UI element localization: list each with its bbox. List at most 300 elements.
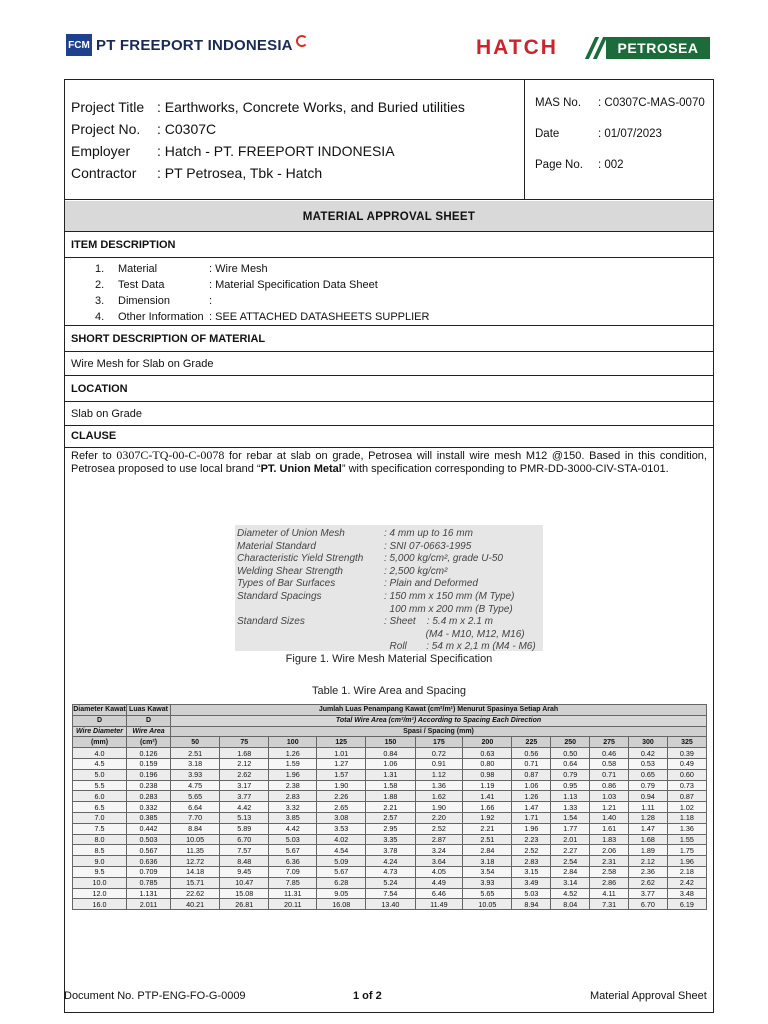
table-row: [73, 802, 707, 813]
spec-value: : Plain and Deformed: [384, 578, 478, 590]
table-cell: 1.47: [512, 802, 551, 813]
table-cell: 1.59: [269, 758, 317, 769]
clause-text: [71, 449, 707, 476]
table-cell: 4.42: [269, 823, 317, 834]
date-label: Date: [535, 128, 560, 140]
spacing-header: 75: [220, 737, 269, 748]
item-description-list: [65, 258, 713, 326]
spec-row: [237, 553, 543, 566]
table-cell: 2.62: [629, 877, 668, 888]
footer-doc-no: Document No. PTP-ENG-FO-G-0009: [64, 990, 246, 1002]
table-row: [73, 845, 707, 856]
table-cell: 0.84: [366, 748, 415, 759]
spec-row: [237, 604, 543, 617]
table-cell: 5.65: [171, 791, 220, 802]
table-cell: 0.442: [127, 823, 171, 834]
table-cell: 3.49: [512, 877, 551, 888]
table-cell: 4.0: [73, 748, 127, 759]
page-no-label: Page No.: [535, 159, 583, 171]
table-cell: 1.31: [366, 769, 415, 780]
table-row: [73, 812, 707, 823]
spec-row: [237, 528, 543, 541]
table-cell: 1.36: [415, 780, 463, 791]
table-cell: 0.159: [127, 758, 171, 769]
table-cell: 16.08: [317, 899, 366, 910]
table-cell: 10.47: [220, 877, 269, 888]
table-cell: 1.18: [667, 812, 706, 823]
table-cell: 7.31: [590, 899, 629, 910]
project-no-label: Project No.: [71, 121, 141, 137]
mas-no-row: [535, 94, 713, 125]
employer-row: [71, 140, 521, 162]
table-cell: 1.47: [629, 823, 668, 834]
table-cell: 2.54: [551, 856, 590, 867]
table-cell: 11.31: [269, 888, 317, 899]
table-caption: Table 1. Wire Area and Spacing: [311, 685, 467, 697]
table-cell: 1.41: [463, 791, 512, 802]
table-cell: 2.18: [667, 866, 706, 877]
document-meta: [535, 94, 713, 187]
table-cell: 1.01: [317, 748, 366, 759]
spec-value: : 150 mm x 150 mm (M Type): [384, 590, 515, 602]
table-cell: 2.84: [463, 845, 512, 856]
table-cell: 1.40: [590, 812, 629, 823]
wire-area-table: [72, 704, 707, 910]
item-value: :: [209, 295, 213, 307]
figure-caption: Figure 1. Wire Mesh Material Specification: [285, 653, 493, 665]
table-cell: 2.12: [220, 758, 269, 769]
table-cell: 6.64: [171, 802, 220, 813]
table-cell: 1.36: [667, 823, 706, 834]
spec-key: Types of Bar Surfaces: [237, 578, 336, 590]
item-label: Test Data: [118, 279, 165, 291]
table-row: [73, 866, 707, 877]
table-cell: 0.709: [127, 866, 171, 877]
spec-value: : SNI 07-0663-1995: [384, 540, 472, 552]
table-cell: 9.05: [317, 888, 366, 899]
table-cell: 0.71: [590, 769, 629, 780]
table-cell: 2.65: [317, 802, 366, 813]
spacing-header: 325: [667, 737, 706, 748]
table-cell: 5.67: [317, 866, 366, 877]
table-cell: 4.24: [366, 856, 415, 867]
spec-value: : 2,500 kg/cm²: [384, 565, 448, 577]
table-cell: 0.49: [667, 758, 706, 769]
table-cell: 4.73: [366, 866, 415, 877]
table-cell: 22.62: [171, 888, 220, 899]
spacing-header: 100: [269, 737, 317, 748]
table-cell: 0.87: [667, 791, 706, 802]
item-number: 2.: [95, 279, 105, 291]
date-row: [535, 125, 713, 156]
table-cell: 2.62: [220, 769, 269, 780]
table-cell: 6.46: [415, 888, 463, 899]
table-cell: 4.02: [317, 834, 366, 845]
col-header-mm: (mm): [73, 737, 127, 748]
spacing-header: 200: [463, 737, 512, 748]
spec-row: [237, 541, 543, 554]
location-heading: LOCATION: [65, 376, 713, 402]
col-header-wire-area: Wire Area: [127, 726, 171, 737]
project-no-row: [71, 118, 521, 140]
table-cell: 15.08: [220, 888, 269, 899]
table-row: [73, 877, 707, 888]
table-cell: 1.83: [590, 834, 629, 845]
table-cell: 2.86: [590, 877, 629, 888]
table-cell: 20.11: [269, 899, 317, 910]
spec-value: : Sheet : 5.4 m x 2.1 m: [384, 616, 493, 628]
table-cell: 0.42: [629, 748, 668, 759]
list-item: [95, 261, 713, 277]
table-cell: 1.131: [127, 888, 171, 899]
table-cell: 2.83: [269, 791, 317, 802]
table-row: [73, 780, 707, 791]
table-cell: 2.52: [415, 823, 463, 834]
table-cell: 2.011: [127, 899, 171, 910]
table-cell: 0.385: [127, 812, 171, 823]
table-cell: 15.71: [171, 877, 220, 888]
col-header-total-en: Total Wire Area (cm²/m¹) According to Spacing Each Direction: [171, 715, 707, 726]
col-header-wire-diameter: Wire Diameter: [73, 726, 127, 737]
table-cell: 1.12: [415, 769, 463, 780]
table-cell: 2.58: [590, 866, 629, 877]
spec-key: Diameter of Union Mesh: [237, 528, 345, 539]
table-cell: 1.26: [512, 791, 551, 802]
table-cell: 11.49: [415, 899, 463, 910]
col-header-spacing: Spasi / Spacing (mm): [171, 726, 707, 737]
table-cell: 4.42: [220, 802, 269, 813]
table-cell: 0.71: [512, 758, 551, 769]
table-cell: 0.785: [127, 877, 171, 888]
mas-no-label: MAS No.: [535, 97, 582, 109]
table-cell: 1.61: [590, 823, 629, 834]
table-cell: 5.24: [366, 877, 415, 888]
spec-key: Welding Shear Strength: [237, 565, 343, 577]
table-cell: 0.73: [667, 780, 706, 791]
table-cell: 2.83: [512, 856, 551, 867]
col-header-d: D: [73, 715, 127, 726]
clause-heading: CLAUSE: [65, 425, 713, 448]
table-cell: 0.50: [551, 748, 590, 759]
table-cell: 3.53: [317, 823, 366, 834]
table-cell: 6.19: [667, 899, 706, 910]
spacing-header: 175: [415, 737, 463, 748]
list-item: [95, 277, 713, 293]
item-label: Dimension: [118, 295, 170, 307]
spec-key: [237, 629, 384, 642]
spacing-header: 125: [317, 737, 366, 748]
spec-key: Characteristic Yield Strength: [237, 553, 364, 565]
table-cell: 3.48: [667, 888, 706, 899]
project-no-value: : C0307C: [157, 121, 217, 137]
table-cell: 1.68: [629, 834, 668, 845]
table-cell: 0.39: [667, 748, 706, 759]
table-cell: 0.65: [629, 769, 668, 780]
table-row: [73, 823, 707, 834]
table-cell: 5.65: [463, 888, 512, 899]
table-cell: 7.54: [366, 888, 415, 899]
table-cell: 1.11: [629, 802, 668, 813]
table-cell: 0.567: [127, 845, 171, 856]
table-cell: 1.96: [512, 823, 551, 834]
spec-row: [237, 591, 543, 604]
table-row: [73, 769, 707, 780]
table-cell: 5.0: [73, 769, 127, 780]
table-cell: 9.0: [73, 856, 127, 867]
table-cell: 7.5: [73, 823, 127, 834]
table-cell: 1.03: [590, 791, 629, 802]
project-title-row: [71, 96, 521, 118]
spacing-header: 50: [171, 737, 220, 748]
table-cell: 8.0: [73, 834, 127, 845]
freeport-mark: FCM: [66, 34, 92, 56]
item-label: Material: [118, 263, 158, 275]
table-cell: 6.5: [73, 802, 127, 813]
table-row: [73, 748, 707, 759]
spacing-header: 275: [590, 737, 629, 748]
table-cell: 3.08: [317, 812, 366, 823]
project-header: [65, 80, 713, 200]
table-cell: 8.48: [220, 856, 269, 867]
table-cell: 6.36: [269, 856, 317, 867]
table-cell: 6.0: [73, 791, 127, 802]
table-cell: 40.21: [171, 899, 220, 910]
table-cell: 0.94: [629, 791, 668, 802]
table-cell: 5.13: [220, 812, 269, 823]
table-cell: 2.20: [415, 812, 463, 823]
item-value: : SEE ATTACHED DATASHEETS SUPPLIER: [209, 311, 430, 323]
spec-value: Roll : 54 m x 2,1 m (M4 - M6): [384, 641, 536, 653]
table-cell: 0.80: [463, 758, 512, 769]
table-cell: 1.55: [667, 834, 706, 845]
short-description-text: Wire Mesh for Slab on Grade: [65, 352, 713, 376]
short-description-heading: SHORT DESCRIPTION OF MATERIAL: [65, 326, 713, 352]
col-header-cm2: (cm²): [127, 737, 171, 748]
table-cell: 0.79: [551, 769, 590, 780]
table-cell: 2.36: [629, 866, 668, 877]
table-row: [73, 856, 707, 867]
item-value: : Material Specification Data Sheet: [209, 279, 378, 291]
table-cell: 3.35: [366, 834, 415, 845]
table-cell: 5.03: [269, 834, 317, 845]
table-cell: 5.5: [73, 780, 127, 791]
table-cell: 0.196: [127, 769, 171, 780]
table-cell: 1.27: [317, 758, 366, 769]
table-cell: 0.46: [590, 748, 629, 759]
table-cell: 2.52: [512, 845, 551, 856]
table-cell: 5.89: [220, 823, 269, 834]
table-cell: 2.21: [366, 802, 415, 813]
table-cell: 12.72: [171, 856, 220, 867]
table-cell: 6.70: [220, 834, 269, 845]
table-cell: 1.13: [551, 791, 590, 802]
table-cell: 0.79: [629, 780, 668, 791]
table-cell: 1.58: [366, 780, 415, 791]
item-number: 1.: [95, 263, 105, 275]
table-cell: 0.53: [629, 758, 668, 769]
sheet-title: MATERIAL APPROVAL SHEET: [65, 201, 713, 232]
table-cell: 8.84: [171, 823, 220, 834]
table-row: [73, 758, 707, 769]
table-cell: 4.52: [551, 888, 590, 899]
hatch-logo: HATCH: [476, 36, 558, 59]
table-cell: 26.81: [220, 899, 269, 910]
table-cell: 2.95: [366, 823, 415, 834]
table-cell: 2.51: [171, 748, 220, 759]
table-cell: 0.86: [590, 780, 629, 791]
page-no-value: : 002: [598, 159, 624, 171]
table-cell: 1.57: [317, 769, 366, 780]
table-cell: 1.90: [317, 780, 366, 791]
item-description-heading: ITEM DESCRIPTION: [65, 232, 713, 258]
table-cell: 0.636: [127, 856, 171, 867]
table-cell: 3.93: [171, 769, 220, 780]
table-cell: 1.89: [629, 845, 668, 856]
table-cell: 3.24: [415, 845, 463, 856]
item-label: Other Information: [118, 311, 204, 323]
item-value: : Wire Mesh: [209, 263, 268, 275]
spec-value: (M4 - M10, M12, M16): [384, 628, 525, 640]
contractor-row: [71, 162, 521, 184]
table-cell: 7.0: [73, 812, 127, 823]
table-cell: 1.90: [415, 802, 463, 813]
table-cell: 0.91: [415, 758, 463, 769]
table-cell: 3.77: [629, 888, 668, 899]
table-cell: 6.28: [317, 877, 366, 888]
table-cell: 2.87: [415, 834, 463, 845]
item-number: 4.: [95, 311, 105, 323]
table-cell: 1.06: [512, 780, 551, 791]
item-number: 3.: [95, 295, 105, 307]
clause-text-part: for rebar at slab on grade, Petrosea will install wire mesh M12 @150. Based in this condition, Petrosea proposed to use local brand “: [71, 450, 707, 475]
table-cell: 13.40: [366, 899, 415, 910]
spacing-header: 250: [551, 737, 590, 748]
table-cell: 4.54: [317, 845, 366, 856]
table-cell: 2.21: [463, 823, 512, 834]
page-no-row: [535, 156, 713, 187]
table-cell: 1.21: [590, 802, 629, 813]
table-cell: 0.332: [127, 802, 171, 813]
table-cell: 1.92: [463, 812, 512, 823]
table-cell: 1.26: [269, 748, 317, 759]
table-cell: 1.54: [551, 812, 590, 823]
table-cell: 1.96: [269, 769, 317, 780]
spec-key: [237, 604, 384, 617]
table-cell: 1.77: [551, 823, 590, 834]
table-cell: 2.27: [551, 845, 590, 856]
table-cell: 8.04: [551, 899, 590, 910]
date-value: : 01/07/2023: [598, 128, 662, 140]
col-header-area: Luas Kawat: [127, 705, 171, 716]
header-divider: [524, 80, 525, 200]
table-cell: 3.64: [415, 856, 463, 867]
col-header-diameter: Diameter Kawat: [73, 706, 126, 714]
col-header-d: D: [127, 715, 171, 726]
table-cell: 0.87: [512, 769, 551, 780]
table-row: [73, 899, 707, 910]
clause-text-part: ” with specification corresponding to PMR-DD-3000-CIV-STA-0101.: [341, 463, 669, 475]
spacing-header: 300: [629, 737, 668, 748]
table-cell: 12.0: [73, 888, 127, 899]
spec-row: [237, 616, 543, 629]
table-cell: 2.23: [512, 834, 551, 845]
table-cell: 3.15: [512, 866, 551, 877]
petrosea-slash-icon: [586, 37, 606, 59]
table-cell: 0.58: [590, 758, 629, 769]
table-cell: 7.57: [220, 845, 269, 856]
list-item: [95, 293, 713, 309]
list-item: [95, 309, 713, 325]
mas-no-value: : C0307C-MAS-0070: [598, 97, 705, 109]
table-cell: 7.09: [269, 866, 317, 877]
table-cell: 10.05: [171, 834, 220, 845]
table-cell: 3.18: [463, 856, 512, 867]
footer-title: Material Approval Sheet: [590, 990, 707, 1002]
table-cell: 0.238: [127, 780, 171, 791]
table-cell: 11.35: [171, 845, 220, 856]
table-cell: 3.78: [366, 845, 415, 856]
table-cell: 0.60: [667, 769, 706, 780]
table-cell: 2.01: [551, 834, 590, 845]
table-cell: 2.57: [366, 812, 415, 823]
table-cell: 5.03: [512, 888, 551, 899]
location-text: Slab on Grade: [65, 402, 713, 426]
freeport-name: PT FREEPORT INDONESIA: [96, 36, 293, 54]
table-cell: 3.93: [463, 877, 512, 888]
wire-mesh-spec-figure: [235, 525, 543, 651]
petrosea-name: PETROSEA: [606, 37, 710, 59]
clause-text-part: Refer to: [71, 450, 117, 462]
project-info: [71, 96, 521, 184]
spec-key: Standard Sizes: [237, 616, 305, 628]
table-cell: 0.503: [127, 834, 171, 845]
table-cell: 2.38: [269, 780, 317, 791]
clause-brand: PT. Union Metal: [260, 463, 342, 475]
table-cell: 0.98: [463, 769, 512, 780]
table-cell: 8.5: [73, 845, 127, 856]
table-cell: 1.68: [220, 748, 269, 759]
employer-value: : Hatch - PT. FREEPORT INDONESIA: [157, 143, 395, 159]
table-cell: 4.05: [415, 866, 463, 877]
table-cell: 1.06: [366, 758, 415, 769]
table-cell: 7.70: [171, 812, 220, 823]
spec-value: 100 mm x 200 mm (B Type): [384, 603, 513, 615]
table-cell: 1.88: [366, 791, 415, 802]
table-cell: 2.31: [590, 856, 629, 867]
contractor-value: : PT Petrosea, Tbk - Hatch: [157, 165, 323, 181]
table-cell: 1.71: [512, 812, 551, 823]
spec-row: [237, 629, 543, 642]
table-cell: 7.85: [269, 877, 317, 888]
table-cell: 1.02: [667, 802, 706, 813]
contractor-label: Contractor: [71, 165, 137, 181]
table-cell: 6.70: [629, 899, 668, 910]
freeport-logo: [66, 33, 308, 57]
table-row: [73, 791, 707, 802]
table-cell: 14.18: [171, 866, 220, 877]
table-cell: 2.51: [463, 834, 512, 845]
table-cell: 2.06: [590, 845, 629, 856]
spacing-header: 150: [366, 737, 415, 748]
table-cell: 4.75: [171, 780, 220, 791]
table-cell: 0.283: [127, 791, 171, 802]
table-cell: 0.64: [551, 758, 590, 769]
table-cell: 4.49: [415, 877, 463, 888]
clause-reference: 0307C-TQ-00-C-0078: [116, 448, 225, 462]
table-cell: 4.5: [73, 758, 127, 769]
table-cell: 5.09: [317, 856, 366, 867]
table-cell: 8.94: [512, 899, 551, 910]
